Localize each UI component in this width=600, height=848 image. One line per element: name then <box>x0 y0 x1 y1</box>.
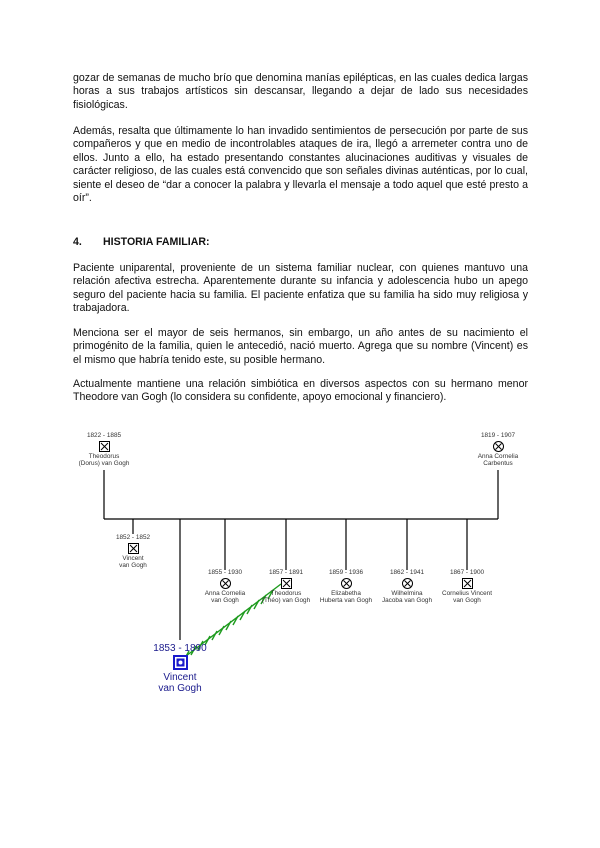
sibling-years: 1867 - 1900 <box>449 569 485 576</box>
father-years: 1822 - 1885 <box>86 432 122 439</box>
sibling-name-1: Anna Cornelia <box>204 589 246 597</box>
sibling-years: 1857 - 1891 <box>268 569 304 576</box>
sibling-name-2: van Gogh <box>211 597 239 605</box>
patient-years: 1853 - 1890 <box>153 643 207 654</box>
paragraph-2: Además, resalta que últimamente lo han invadido sentimientos de persecución por parte de sus compañeros y que en medio de incontrolables ataques de ira, llegó a arremeter contra uno de ellos. Junto a ello, ha estado presentando constantes alucinaciones auditivas y visuales de carácter religioso, de las cuales está convencido que son señales divinas auténticas, por lo cual, siente el deseo de “dar a conocer la palabra y llevarla el mensaje a todo aquel que esté presto a oír”. <box>73 125 528 205</box>
mother-name-1: Anna Cornelia <box>477 452 519 460</box>
stillborn-name-2: van Gogh <box>119 562 147 570</box>
sibling-node <box>429 569 505 605</box>
sibling-name-1: Cornelius Vincent <box>442 589 492 597</box>
sibling-name-1: Wilhelmina <box>391 589 423 597</box>
male-deceased-icon <box>128 543 139 554</box>
paragraph-5: Actualmente mantiene una relación simbiótica en diversos aspectos con su hermano menor Theodore van Gogh (lo considera su confidente, apoyo emocional y financiero). <box>73 378 528 404</box>
patient-name-1: Vincent <box>163 672 197 683</box>
sibling-name-2: Huberta van Gogh <box>319 597 373 605</box>
section-number: 4. <box>73 236 82 248</box>
father-name-1: Theodorus <box>88 452 120 460</box>
paragraph-3: Paciente uniparental, proveniente de un sistema familiar nuclear, con quienes mantuvo una relación afectiva estrecha. Aparentemente durante su infancia y adolescencia hubo un apego seguro del paciente hacia su familia. El paciente enfatiza que su familia ha sido muy religiosa y trabajadora. <box>73 262 528 315</box>
stillborn-node <box>95 534 171 570</box>
sibling-name-2: Jacoba van Gogh <box>381 597 433 605</box>
father-node <box>66 432 142 468</box>
female-deceased-icon <box>341 578 352 589</box>
father-name-2: (Dorus) van Gogh <box>78 460 130 468</box>
stillborn-name-1: Vincent <box>122 554 144 562</box>
sibling-name-1: Elizabetha <box>331 589 361 597</box>
sibling-name-2: van Gogh <box>453 597 481 605</box>
patient-name-2: van Gogh <box>158 683 202 694</box>
sibling-name-1: Theodorus <box>270 589 302 597</box>
section-title: HISTORIA FAMILIAR: <box>103 236 210 248</box>
female-deceased-icon <box>220 578 231 589</box>
sibling-years: 1855 - 1930 <box>207 569 243 576</box>
paragraph-1: gozar de semanas de mucho brío que denomina manías epilépticas, en las cuales dedica largas horas a sus trabajos artísticos sin descansar, llegando a dejar de lado sus necesidades fisiológicas. <box>73 72 528 111</box>
sibling-name-2: (Théo) van Gogh <box>261 597 311 605</box>
paragraph-4: Menciona ser el mayor de seis hermanos, sin embargo, un año antes de su nacimiento el primogénito de la familia, quien le antecedió, nació muerto. Agrega que su nombre (Vincent) es el mismo que habría tenido este, su posible hermano. <box>73 327 528 366</box>
sibling-years: 1862 - 1941 <box>389 569 425 576</box>
male-deceased-icon <box>281 578 292 589</box>
male-deceased-icon <box>99 441 110 452</box>
stillborn-years: 1852 - 1852 <box>115 534 151 541</box>
patient-symbol <box>174 656 187 669</box>
mother-years: 1819 - 1907 <box>480 432 516 439</box>
mother-node <box>460 432 536 468</box>
female-deceased-icon <box>493 441 504 452</box>
male-deceased-icon <box>462 578 473 589</box>
sibling-years: 1859 - 1936 <box>328 569 364 576</box>
female-deceased-icon <box>402 578 413 589</box>
mother-name-2: Carbentus <box>483 460 513 468</box>
